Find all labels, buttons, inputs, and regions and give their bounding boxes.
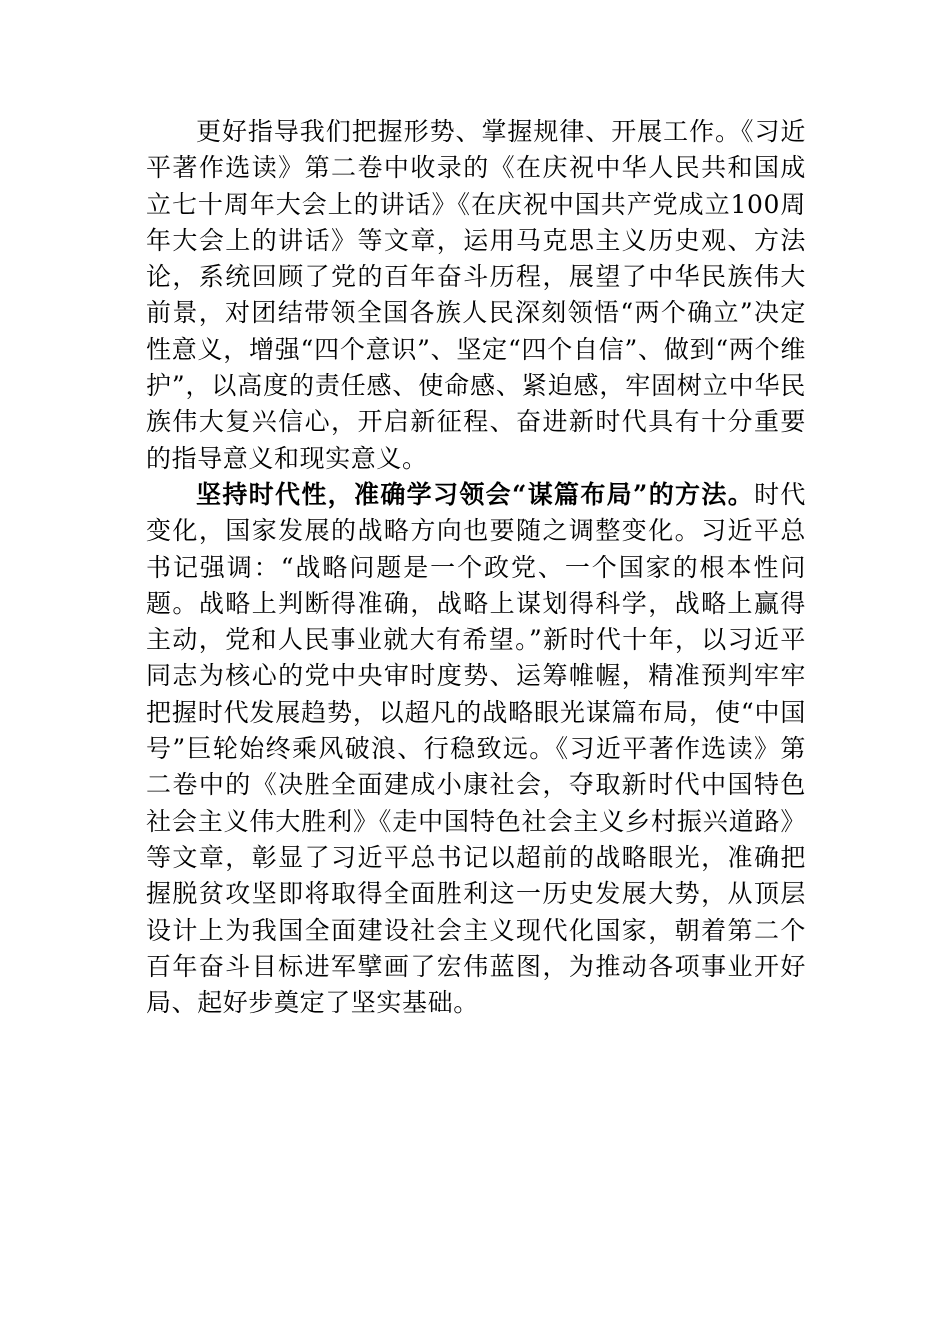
paragraph-continued — [146, 114, 806, 477]
paragraph-text: 更好指导我们把握形势、掌握规律、开展工作。《习近平著作选读》第二卷中收录的《在庆祝中华人民共和国成立七十周年大会上的讲话》《在庆祝中国共产党成立100周年大会上的讲话》等文章，运用马克思主义历史观、方法论，系统回顾了党的百年奋斗历程，展望了中华民族伟大前景，对团结带领全国各族人民深刻领悟“两个确立”决定性意义，增强“四个意识”、坚定“四个自信”、做到“两个维护”，以高度的责任感、使命感、紧迫感，牢固树立中华民族伟大复兴信心，开启新征程、奋进新时代具有十分重要的指导意义和现实意义。 — [146, 117, 806, 473]
paragraph-lead-heading: 坚持时代性，准确学习领会“谋篇布局”的方法。 — [196, 479, 755, 509]
body-text — [146, 114, 806, 1021]
paragraph-strategy — [146, 477, 806, 1021]
paragraph-text: 时代变化，国家发展的战略方向也要随之调整变化。习近平总书记强调：“战略问题是一个政党、一个国家的根本性问题。战略上判断得准确，战略上谋划得科学，战略上赢得主动，党和人民事业就大有希望。”新时代十年，以习近平同志为核心的党中央审时度势、运筹帷幄，精准预判牢牢把握时代发展趋势，以超凡的战略眼光谋篇布局，使“中国号”巨轮始终乘风破浪、行稳致远。《习近平著作选读》第二卷中的《决胜全面建成小康社会，夺取新时代中国特色社会主义伟大胜利》《走中国特色社会主义乡村振兴道路》等文章，彰显了习近平总书记以超前的战略眼光，准确把握脱贫攻坚即将取得全面胜利这一历史发展大势，从顶层设计上为我国全面建设社会主义现代化国家，朝着第二个百年奋斗目标进军擘画了宏伟蓝图，为推动各项事业开好局、起好步奠定了坚实基础。 — [146, 479, 806, 1018]
